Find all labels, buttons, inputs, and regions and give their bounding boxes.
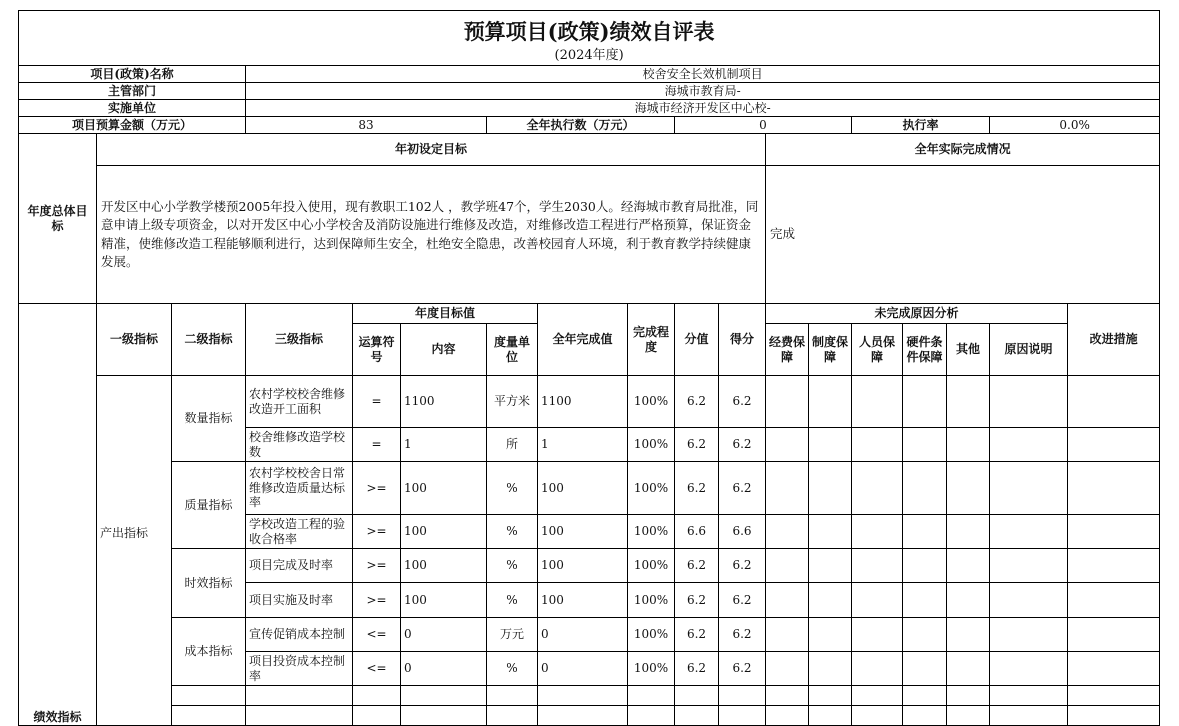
indicator-score: 6.2 xyxy=(675,618,719,652)
year-label: (2024年度) xyxy=(19,47,1160,66)
indicator-content: 100 xyxy=(401,462,487,515)
indicator-unit: 平方米 xyxy=(487,376,538,428)
header-got: 得分 xyxy=(719,304,766,376)
indicator-content: 100 xyxy=(401,515,487,549)
indicator-unit: % xyxy=(487,652,538,686)
indicator-unit: % xyxy=(487,583,538,618)
unit-label: 实施单位 xyxy=(19,100,246,117)
project-name-value: 校舍安全长效机制项目 xyxy=(246,66,1160,83)
page-title: 预算项目(政策)绩效自评表 xyxy=(19,11,1160,47)
indicator-completion: 100% xyxy=(628,376,675,428)
indicator-got: 6.2 xyxy=(719,618,766,652)
annual-goal-label: 年度总体目标 xyxy=(19,134,97,304)
level1-output xyxy=(97,376,172,726)
indicator-unit: % xyxy=(487,515,538,549)
header-level3: 三级指标 xyxy=(246,304,353,376)
indicator-score: 6.2 xyxy=(675,549,719,583)
indicator-content: 0 xyxy=(401,652,487,686)
indicator-operator: = xyxy=(353,428,401,462)
group-quality: 质量指标 xyxy=(172,462,246,549)
indicator-score: 6.2 xyxy=(675,462,719,515)
dept-label: 主管部门 xyxy=(19,83,246,100)
actual-completion-header: 全年实际完成情况 xyxy=(766,134,1160,166)
indicator-unit: 万元 xyxy=(487,618,538,652)
header-level1: 一级指标 xyxy=(97,304,172,376)
indicator-actual: 100 xyxy=(538,549,628,583)
indicator-content: 100 xyxy=(401,549,487,583)
level1-output-label: 产出指标 xyxy=(100,526,149,540)
indicator-unit: % xyxy=(487,462,538,515)
group-cost: 成本指标 xyxy=(172,618,246,686)
indicator-content: 1 xyxy=(401,428,487,462)
budget-value: 83 xyxy=(246,117,487,134)
indicator-completion: 100% xyxy=(628,583,675,618)
indicator-completion: 100% xyxy=(628,428,675,462)
header-completion: 完成程度 xyxy=(628,304,675,376)
indicator-content: 0 xyxy=(401,618,487,652)
indicator-completion: 100% xyxy=(628,618,675,652)
project-name-label: 项目(政策)名称 xyxy=(19,66,246,83)
indicator-content: 1100 xyxy=(401,376,487,428)
indicator-completion: 100% xyxy=(628,652,675,686)
self-evaluation-table xyxy=(18,10,1160,726)
indicator-name: 项目实施及时率 xyxy=(246,583,353,618)
indicator-actual: 0 xyxy=(538,652,628,686)
indicator-score: 6.2 xyxy=(675,652,719,686)
indicator-completion: 100% xyxy=(628,549,675,583)
indicator-got: 6.2 xyxy=(719,583,766,618)
executed-label: 全年执行数（万元） xyxy=(487,117,675,134)
indicator-operator: = xyxy=(353,376,401,428)
initial-goal-text: 开发区中心小学教学楼预2005年投入使用，现有教职工102人 ，教学班47个，学生2030人。经海城市教育局批准，同意申请上级专项资金，以对开发区中心小学校舍及消防设施进行维修及改造，对维修改造工程进行严格预算，保证资金精准，使维修改造工程能够顺利进行，达到保障师生安全，杜绝安全隐患，改善校园育人环境，利于教育教学持续健康发展。 xyxy=(97,166,766,304)
indicator-content: 100 xyxy=(401,583,487,618)
indicator-operator: >= xyxy=(353,549,401,583)
indicator-name: 项目投资成本控制率 xyxy=(246,652,353,686)
indicator-actual: 100 xyxy=(538,462,628,515)
indicator-got: 6.2 xyxy=(719,652,766,686)
indicator-score: 6.2 xyxy=(675,428,719,462)
group-quantity: 数量指标 xyxy=(172,376,246,462)
rate-label: 执行率 xyxy=(852,117,990,134)
indicator-got: 6.2 xyxy=(719,462,766,515)
header-other: 其他 xyxy=(947,324,990,376)
indicator-got: 6.2 xyxy=(719,376,766,428)
indicator-operator: >= xyxy=(353,462,401,515)
indicator-score: 6.2 xyxy=(675,376,719,428)
initial-goal-header: 年初设定目标 xyxy=(97,134,766,166)
indicator-name: 农村学校校舍日常维修改造质量达标率 xyxy=(246,462,353,515)
unit-value: 海城市经济开发区中心校- xyxy=(246,100,1160,117)
header-hardware: 硬件条件保障 xyxy=(903,324,947,376)
indicator-score: 6.6 xyxy=(675,515,719,549)
indicator-completion: 100% xyxy=(628,515,675,549)
indicator-unit: 所 xyxy=(487,428,538,462)
indicator-got: 6.6 xyxy=(719,515,766,549)
indicator-operator: >= xyxy=(353,583,401,618)
header-actual: 全年完成值 xyxy=(538,304,628,376)
indicator-operator: <= xyxy=(353,618,401,652)
indicator-score: 6.2 xyxy=(675,583,719,618)
indicator-unit: % xyxy=(487,549,538,583)
header-content: 内容 xyxy=(401,324,487,376)
actual-completion-text: 完成 xyxy=(766,166,1160,304)
header-explain: 原因说明 xyxy=(990,324,1068,376)
header-improve: 改进措施 xyxy=(1068,304,1160,376)
dept-value: 海城市教育局- xyxy=(246,83,1160,100)
indicator-operator: >= xyxy=(353,515,401,549)
indicator-actual: 1100 xyxy=(538,376,628,428)
executed-value: 0 xyxy=(675,117,852,134)
indicator-actual: 0 xyxy=(538,618,628,652)
header-system: 制度保障 xyxy=(809,324,852,376)
header-target-group: 年度目标值 xyxy=(353,304,538,324)
indicator-name: 校舍维修改造学校数 xyxy=(246,428,353,462)
indicator-operator: <= xyxy=(353,652,401,686)
indicator-got: 6.2 xyxy=(719,428,766,462)
indicator-name: 农村学校校舍维修改造开工面积 xyxy=(246,376,353,428)
indicator-name: 学校改造工程的验收合格率 xyxy=(246,515,353,549)
indicator-name: 宣传促销成本控制 xyxy=(246,618,353,652)
indicator-actual: 1 xyxy=(538,428,628,462)
perf-indicator-label: 绩效指标 xyxy=(19,304,97,726)
indicator-name: 项目完成及时率 xyxy=(246,549,353,583)
header-score: 分值 xyxy=(675,304,719,376)
indicator-got: 6.2 xyxy=(719,549,766,583)
indicator-actual: 100 xyxy=(538,515,628,549)
indicator-completion: 100% xyxy=(628,462,675,515)
rate-value: 0.0% xyxy=(990,117,1160,134)
header-operator: 运算符号 xyxy=(353,324,401,376)
header-level2: 二级指标 xyxy=(172,304,246,376)
group-timeliness: 时效指标 xyxy=(172,549,246,618)
header-funding: 经费保障 xyxy=(766,324,809,376)
header-staff: 人员保障 xyxy=(852,324,903,376)
header-reason-group: 未完成原因分析 xyxy=(766,304,1068,324)
indicator-actual: 100 xyxy=(538,583,628,618)
budget-label: 项目预算金额（万元） xyxy=(19,117,246,134)
header-unit: 度量单位 xyxy=(487,324,538,376)
